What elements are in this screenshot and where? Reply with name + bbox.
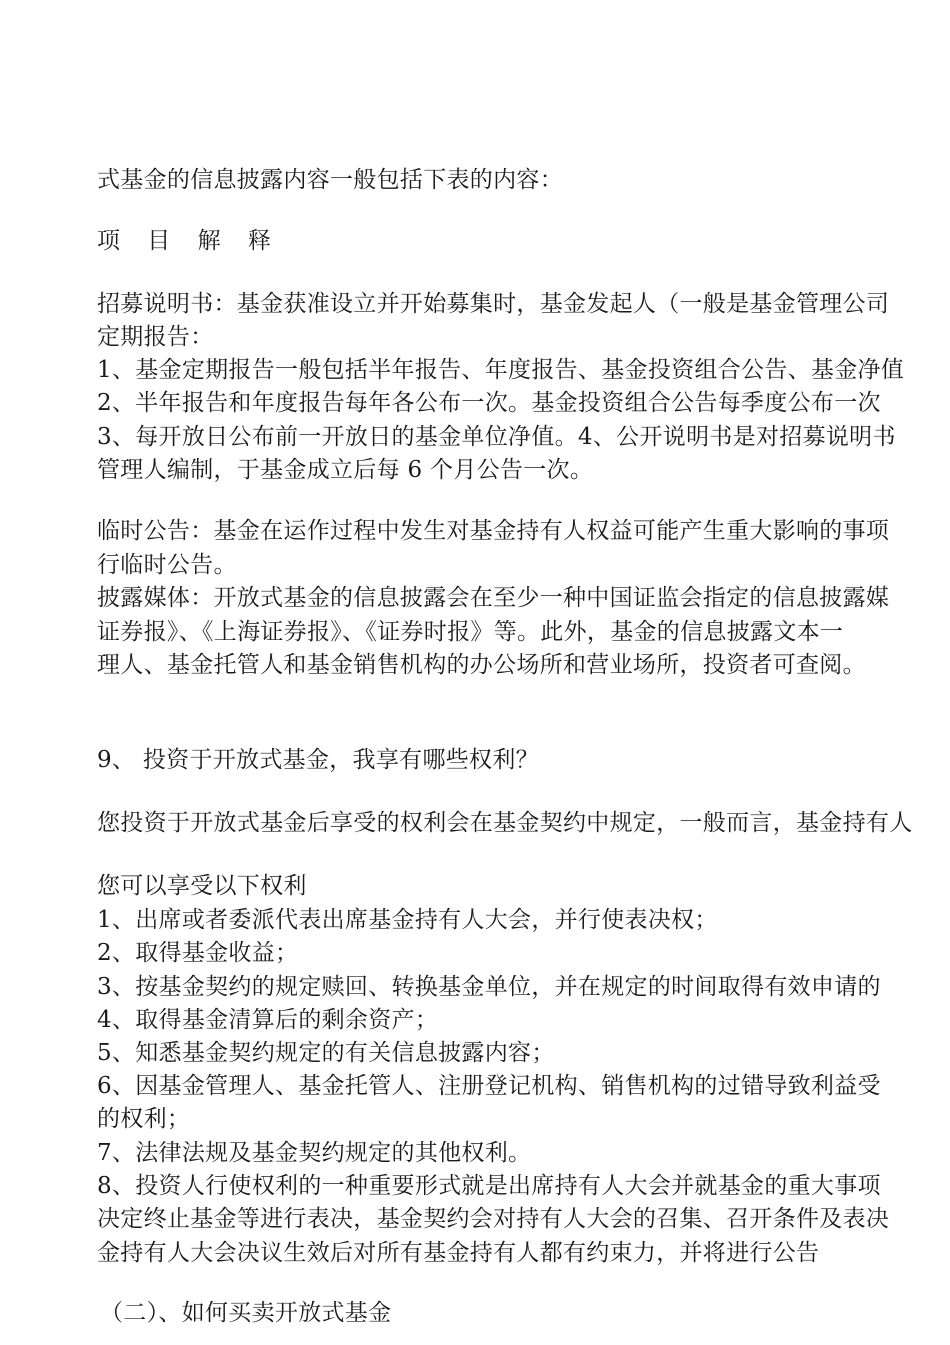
rights-item-8-cont-2: 金持有人大会决议生效后对所有基金持有人都有约束力，并将进行公告 — [97, 1240, 820, 1266]
prospectus-line-2: 定期报告： — [97, 324, 214, 350]
media-line-2: 证券报》、《上海证券报》、《证券时报》等。此外，基金的信息披露文本一 — [97, 619, 844, 645]
rights-item-3: 3、按基金契约的规定赎回、转换基金单位，并在规定的时间取得有效申请的 — [97, 974, 881, 1000]
periodic-line-2: 2、半年报告和年度报告每年各公布一次。基金投资组合公告每季度公布一次 — [97, 390, 881, 416]
interim-line-2: 行临时公告。 — [97, 552, 237, 578]
rights-item-1: 1、出席或者委派代表出席基金持有人大会，并行使表决权； — [97, 907, 718, 933]
rights-item-5: 5、知悉基金契约规定的有关信息披露内容； — [97, 1040, 555, 1066]
periodic-line-3: 3、每开放日公布前一开放日的基金单位净值。4、公开说明书是对招募说明书 — [97, 424, 896, 450]
periodic-line-1: 1、基金定期报告一般包括半年报告、年度报告、基金投资组合公告、基金净值 — [97, 357, 905, 383]
rights-item-8-cont-1: 决定终止基金等进行表决，基金契约会对持有人大会的召集、召开条件及表决 — [97, 1206, 890, 1232]
rights-item-4: 4、取得基金清算后的剩余资产； — [97, 1007, 439, 1033]
table-header: 项 目 解 释 — [97, 228, 281, 254]
intro-paragraph: 式基金的信息披露内容一般包括下表的内容： — [97, 167, 563, 193]
rights-intro: 您可以享受以下权利 — [97, 873, 307, 899]
question-9-heading: 9、 投资于开放式基金，我享有哪些权利？ — [97, 747, 539, 773]
rights-item-2: 2、取得基金收益； — [97, 940, 299, 966]
rights-item-6-cont: 的权利； — [97, 1106, 191, 1132]
rights-item-6: 6、因基金管理人、基金托管人、注册登记机构、销售机构的过错导致利益受 — [97, 1073, 881, 1099]
answer-9-paragraph: 您投资于开放式基金后享受的权利会在基金契约中规定，一般而言，基金持有人 — [97, 810, 913, 836]
rights-item-7: 7、法律法规及基金契约规定的其他权利。 — [97, 1140, 532, 1166]
periodic-line-4: 管理人编制，于基金成立后每 6 个月公告一次。 — [97, 457, 594, 483]
interim-line-1: 临时公告：基金在运作过程中发生对基金持有人权益可能产生重大影响的事项 — [97, 518, 890, 544]
prospectus-line-1: 招募说明书：基金获准设立并开始募集时，基金发起人（一般是基金管理公司 — [97, 291, 890, 317]
media-line-3: 理人、基金托管人和基金销售机构的办公场所和营业场所，投资者可查阅。 — [97, 652, 866, 678]
media-line-1: 披露媒体：开放式基金的信息披露会在至少一种中国证监会指定的信息披露媒 — [97, 585, 890, 611]
section-2-heading: （二）、如何买卖开放式基金 — [100, 1300, 392, 1326]
rights-item-8: 8、投资人行使权利的一种重要形式就是出席持有人大会并就基金的重大事项 — [97, 1173, 881, 1199]
